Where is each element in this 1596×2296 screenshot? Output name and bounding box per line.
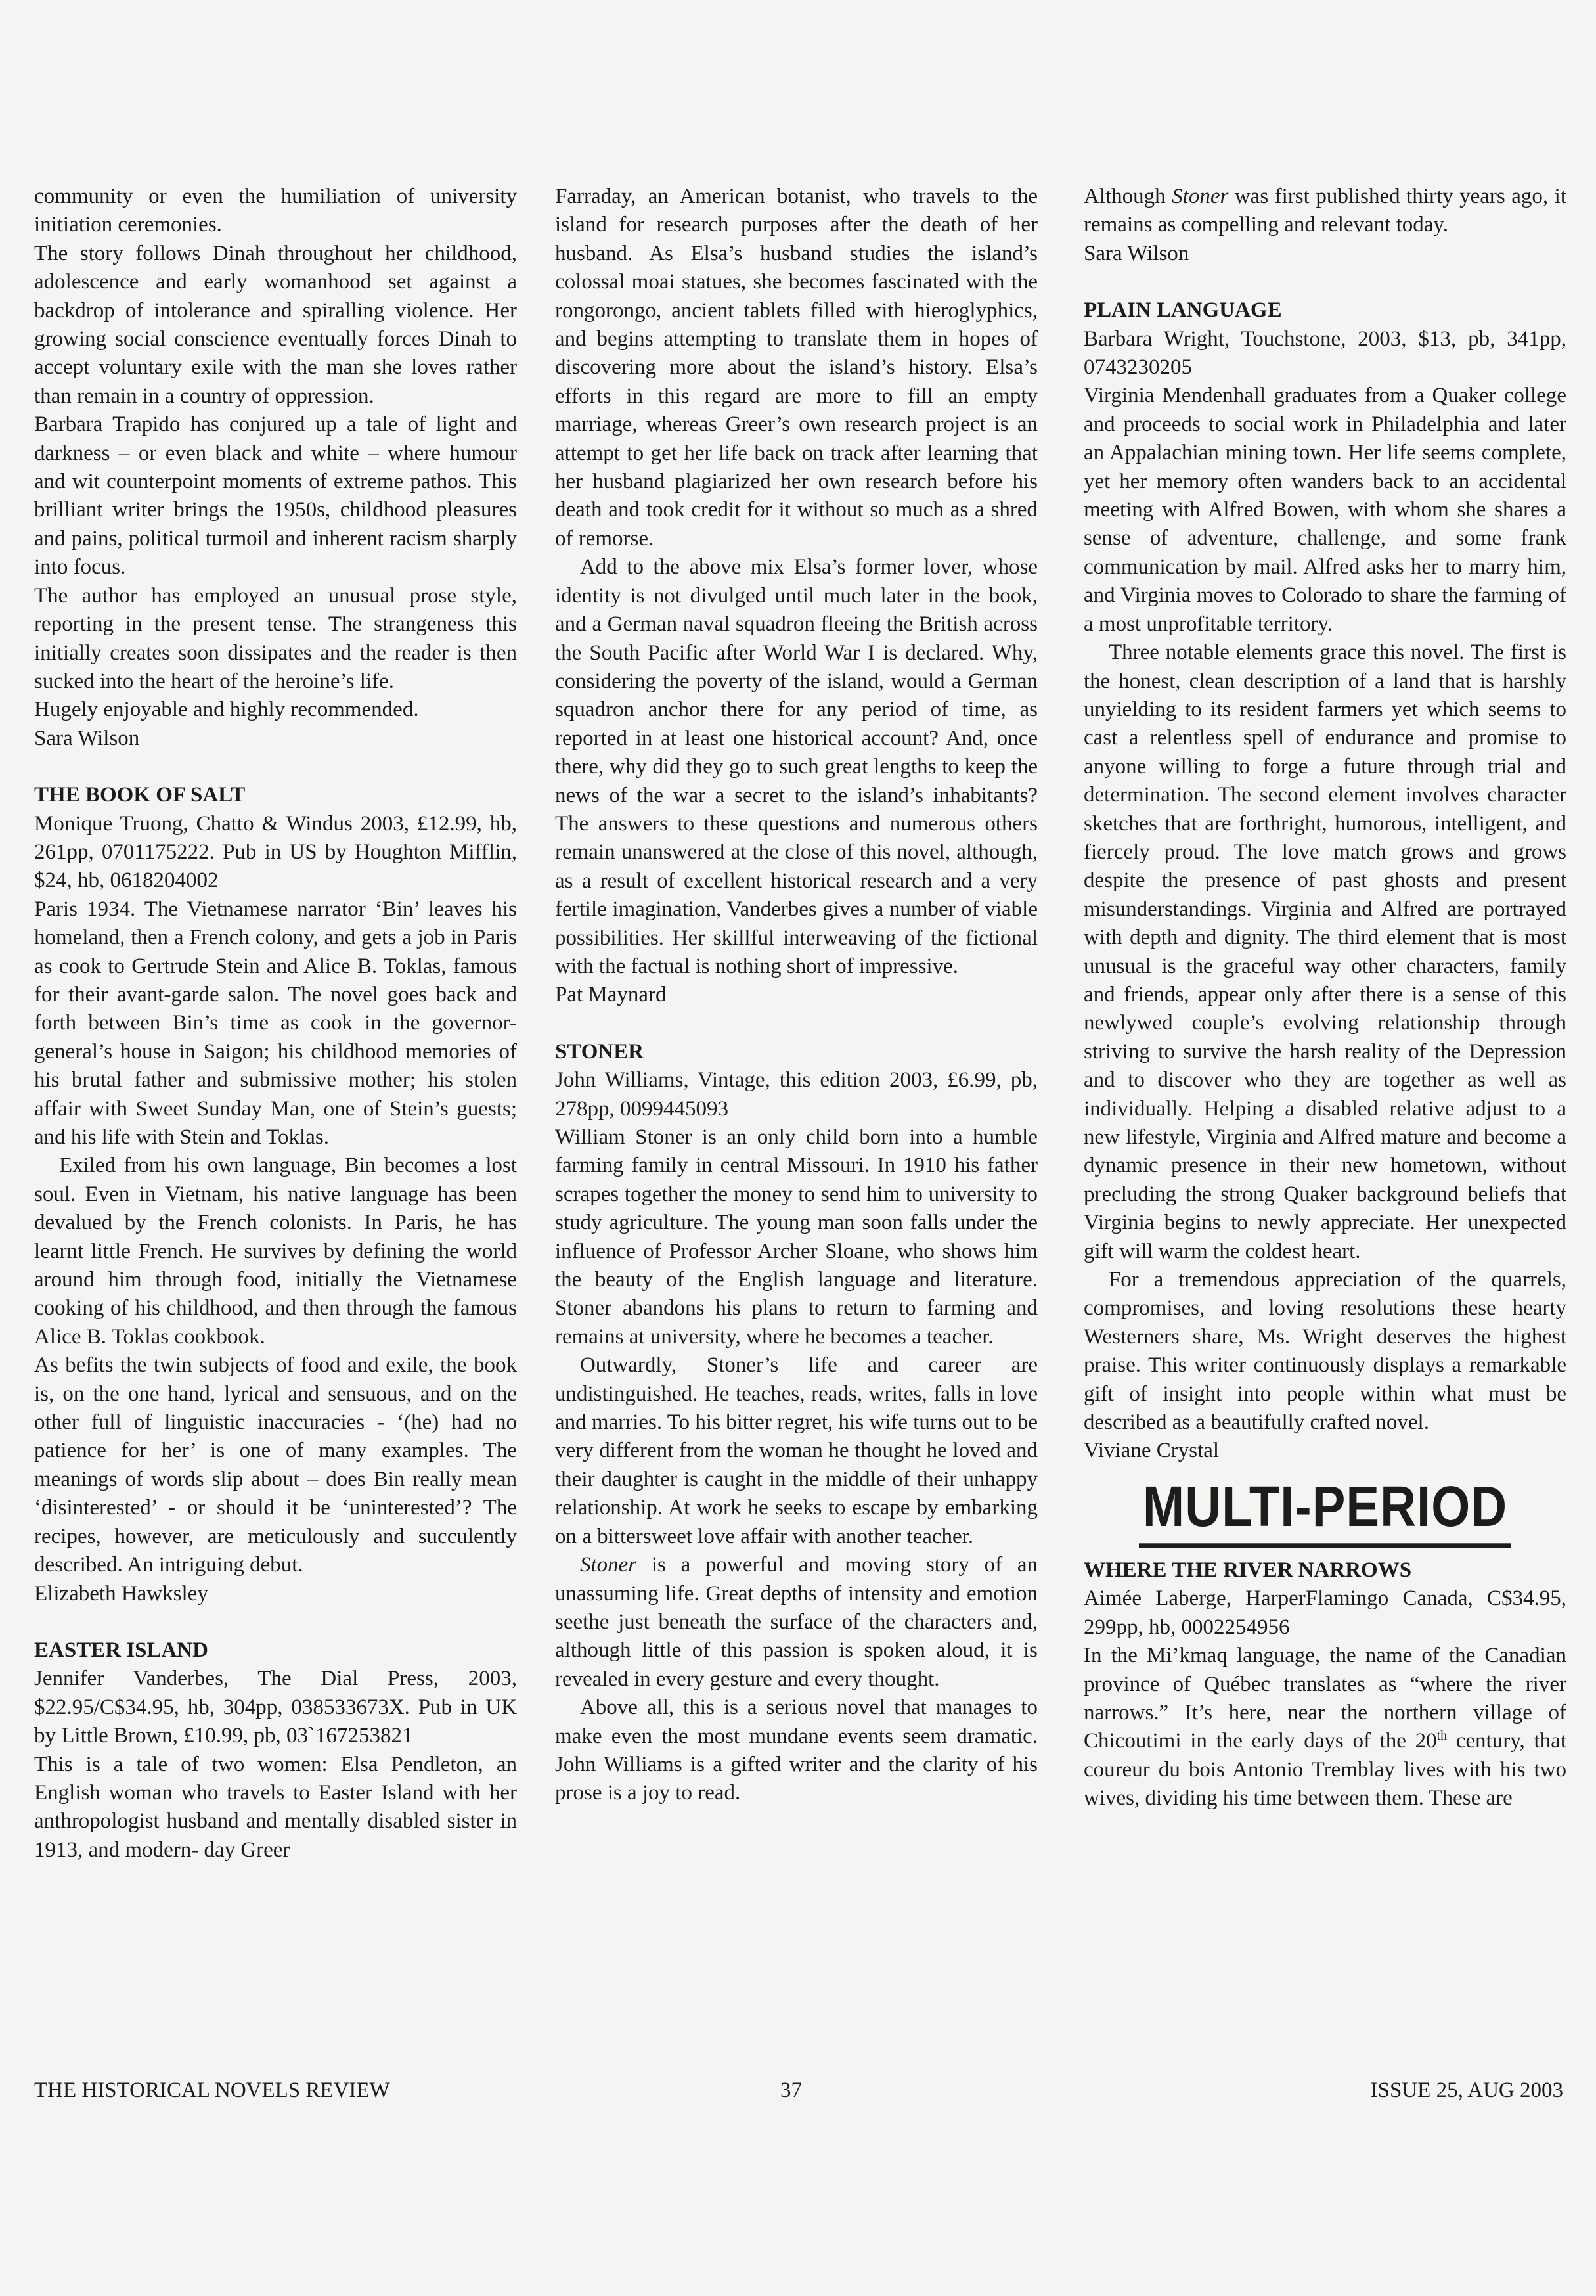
publication-details: Monique Truong, Chatto & Windus 2003, £12.99, hb, 261pp, 0701175222. Pub in US by Houghton Mifflin, $24, hb, 0618204002 [34,811,517,893]
column-2 [555,183,1038,1808]
review-paragraph: The story follows Dinah throughout her childhood, adolescence and early womanhood set against a backdrop of intolerance and spiralling violence. Her growing social conscience eventually forces Dinah to accept voluntary exile with the man she loves rather than remain in a country of oppression. [34,241,517,408]
review-paragraph: The author has employed an unusual prose style, reporting in the present tense. The strangeness this initially creates soon dissipates and the reader is then sucked into the heart of the heroine’s life. [34,583,517,693]
review-title-book-of-salt: THE BOOK OF SALT [34,783,246,807]
review-title-stoner: STONER [555,1039,644,1064]
column-1 [34,183,517,1864]
book-title-italic: Stoner [1172,185,1229,208]
review-paragraph: community or even the humiliation of university initiation ceremonies. [34,185,517,237]
reviewer-name: Sara Wilson [1084,241,1189,265]
reviewer-name: Viviane Crystal [1084,1439,1220,1463]
paragraph-text: century, that coureur du bois Antonio Tremblay lives with his two wives, dividing his time between them. These are [1084,1729,1566,1811]
review-paragraph: Exiled from his own language, Bin becomes a lost soul. Even in Vietnam, his native language has been devalued by the French colonists. In Paris, he has learnt little French. He survives by defining the world around him through food, initially the Vietnamese cooking of his childhood, and then through the famous Alice B. Toklas cookbook. [34,1154,517,1349]
book-title-italic: Stoner [579,1553,637,1577]
reviewer-name: Sara Wilson [34,726,140,750]
column-3 [1084,183,1566,1813]
footer-issue: ISSUE 25, AUG 2003 [1370,2079,1563,2102]
paragraph-text: In the Mi’kmaq language, the name of the Canadian province of Québec translates as “where the river narrows.” It’s here, near the northern village of Chicoutimi in the early days of the 20 [1084,1644,1566,1753]
review-paragraph: Virginia Mendenhall graduates from a Quaker college and proceeds to social work in Philadelphia and later an Appalachian mining town. Her life seems complete, yet her memory often wanders back to an accidental meeting with Alfred Bowen, with whom she shares a sense of adventure, challenge, and some frank communication by mail. Alfred asks her to marry him, and Virginia moves to Colorado to share the farming of a most unprofitable territory. [1084,384,1566,636]
footer-publication-name: THE HISTORICAL NOVELS REVIEW [34,2079,390,2102]
review-paragraph [1084,1642,1566,1812]
section-heading: MULTI-PERIOD [1139,1475,1511,1548]
section-heading-block [1084,1474,1566,1543]
footer-page-number: 37 [780,2079,802,2102]
publication-details: Aimée Laberge, HarperFlamingo Canada, C$34.95, 299pp, hb, 0002254956 [1084,1587,1566,1639]
paragraph-text: is a powerful and moving story of an unassuming life. Great depths of intensity and emotion seethe just beneath the surface of the characters and, although little of this passion is spoken aloud, it is revealed in every gesture and every thought. [555,1553,1038,1691]
review-title-plain-language: PLAIN LANGUAGE [1084,298,1282,323]
publication-details: Jennifer Vanderbes, The Dial Press, 2003, $22.95/C$34.95, hb, 304pp, 038533673X. Pub in UK by Little Brown, £10.99, pb, 03`167253821 [34,1667,517,1748]
review-paragraph: As befits the twin subjects of food and exile, the book is, on the one hand, lyrical and sensuous, and on the other full of linguistic inaccuracies - ‘(he) had no patience for her’ is one of many examples. The meanings of words slip about – does Bin really mean ‘disinterested’ - or should it be ‘uninterested’? The recipes, however, are meticulously and succulently described. An intriguing debut. [34,1353,517,1577]
paragraph-text: Although [1084,185,1172,208]
publication-details: Barbara Wright, Touchstone, 2003, $13, pb, 341pp, 0743230205 [1084,326,1566,380]
review-paragraph [555,1551,1038,1694]
review-paragraph: Outwardly, Stoner’s life and career are undistinguished. He teaches, reads, writes, falls in love and marries. To his bitter regret, his wife turns out to be very different from the woman he thought he loved and their daughter is caught in the middle of their unhappy relationship. At work he seeks to escape by embarking on a bittersweet love affair with another teacher. [555,1353,1038,1548]
review-paragraph: Barbara Trapido has conjured up a tale of light and darkness – or even black and white – where humour and wit counterpoint moments of extreme pathos. This brilliant writer brings the 1950s, childhood pleasures and pains, political turmoil and inherent racism sharply into focus. [34,413,517,579]
review-paragraph: Three notable elements grace this novel. The first is the honest, clean description of a land that is harshly unyielding to its resident farmers yet which seems to cast a relentless spell of endurance and promise to anyone willing to forge a future through trial and determination. The second element involves character sketches that are forthright, humorous, intelligent, and fiercely proud. The love match grows and grows despite the presence of past ghosts and present misunderstandings. Virginia and Alfred are portrayed with depth and dignity. The third element that is most unusual is the graceful way other characters, family and friends, appear only after there is a sense of this newlywed couple’s evolving relationship through striving to survive the harsh reality of the Depression and to discover who they are together as well as individually. Helping a disabled relative adjust to a new lifestyle, Virginia and Alfred mature and become a dynamic presence in their new hometown, without precluding the strong Quaker background beliefs that Virginia begins to newly appreciate. Her unexpected gift will warm the coldest heart. [1084,641,1566,1263]
reviewer-name: Pat Maynard [555,983,667,1007]
review-paragraph: This is a tale of two women: Elsa Pendleton, an English woman who travels to Easter Island with her anthropologist husband and mentally disabled sister in 1913, and modern- day Greer [34,1752,517,1862]
review-paragraph: Add to the above mix Elsa’s former lover, whose identity is not divulged until much later in the book, and a German naval squadron fleeing the British across the South Pacific after World War I is declared. Why, considering the poverty of the island, would a German squadron anchor there for any period of time, as reported in at least one historical account? And, once there, why did they go to such great lengths to keep the news of the war a secret to the island’s inhabitants? The answers to these questions and numerous others remain unanswered at the close of this novel, although, as a result of excellent historical research and a very fertile imagination, Vanderbes gives a number of viable possibilities. Her skillful interweaving of the fictional with the factual is nothing short of impressive. [555,555,1038,978]
review-paragraph: Hugely enjoyable and highly recommended. [34,698,419,722]
review-paragraph: William Stoner is an only child born into a humble farming family in central Missouri. In 1910 his father scrapes together the money to send him to university to study agriculture. The young man soon falls under the influence of Professor Archer Sloane, who shows him the beauty of the English language and literature. Stoner abandons his plans to return to farming and remains at university, where he becomes a teacher. [555,1125,1038,1349]
reviewer-name: Elizabeth Hawksley [34,1581,208,1606]
paragraph-text: was first published thirty years ago, it remains as compelling and relevant today. [1084,185,1566,237]
review-paragraph: Farraday, an American botanist, who travels to the island for research purposes after the death of her husband. As Elsa’s husband studies the island’s colossal moai statues, she becomes fascinated with the rongorongo, ancient tablets filled with hieroglyphics, and begins attempting to translate them in hopes of discovering more about the island’s history. Elsa’s efforts in this regard are more to fill an empty marriage, whereas Greer’s own research project is an attempt to get her life back on track after learning that her husband plagiarized her own research before his death and took credit for it without so much as a shred of remorse. [555,185,1038,551]
publication-details: John Williams, Vintage, this edition 2003, £6.99, pb, 278pp, 0099445093 [555,1068,1038,1121]
review-paragraph [1084,183,1566,240]
review-paragraph: For a tremendous appreciation of the quarrels, compromises, and loving resolutions these hearty Westerners share, Ms. Wright deserves the highest praise. This writer continuously displays a remarkable gift of insight into people within what must be described as a beautifully crafted novel. [1084,1268,1566,1435]
review-paragraph: Paris 1934. The Vietnamese narrator ‘Bin’ leaves his homeland, then a French colony, and gets a job in Paris as cook to Gertrude Stein and Alice B. Toklas, famous for their avant-garde salon. The novel goes back and forth between Bin’s time as cook in the governor-general’s house in Saigon; his childhood memories of his brutal father and submissive mother; his stolen affair with Sweet Sunday Man, one of Stein’s guests; and his life with Stein and Toklas. [34,897,517,1149]
superscript: th [1436,1728,1448,1744]
review-title-easter-island: EASTER ISLAND [34,1638,208,1662]
review-paragraph: Above all, this is a serious novel that manages to make even the most mundane events seem dramatic. John Williams is a gifted writer and the clarity of his prose is a joy to read. [555,1696,1038,1805]
review-title-where-the-river-narrows: WHERE THE RIVER NARROWS [1084,1558,1412,1582]
